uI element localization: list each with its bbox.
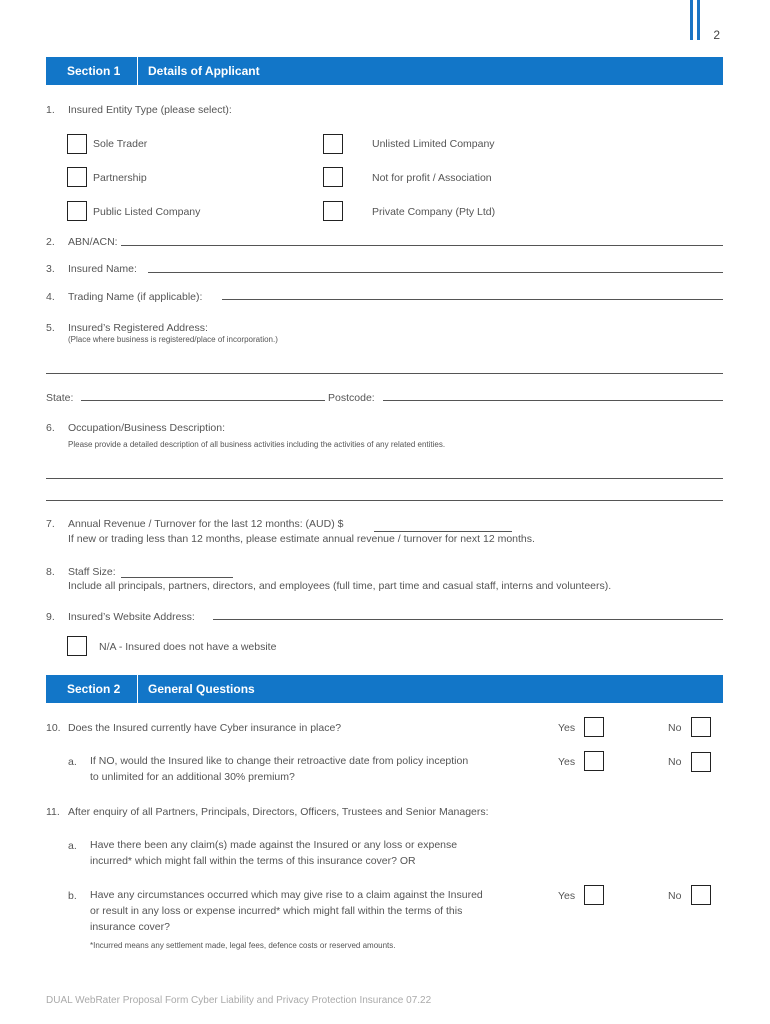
q11a-letter: a.	[68, 840, 77, 852]
q11b-yes-checkbox[interactable]	[584, 885, 604, 905]
q10a-line-1: If NO, would the Insured like to change their retroactive date from policy inception	[90, 755, 469, 767]
q3-label: Insured Name:	[68, 263, 137, 275]
checkbox-private-company[interactable]	[323, 201, 343, 221]
annual-revenue-field[interactable]	[374, 531, 512, 532]
q8-label: Staff Size:	[68, 566, 116, 578]
q10-yes-checkbox[interactable]	[584, 717, 604, 737]
page-footer: DUAL WebRater Proposal Form Cyber Liability and Privacy Protection Insurance 07.22	[46, 995, 432, 1006]
q8-note: Include all principals, partners, directors, and employees (full time, part time and casual staff, interns and volunteers).	[68, 580, 612, 592]
option-private-company-label: Private Company (Pty Ltd)	[372, 206, 496, 218]
q11b-line-1: Have any circumstances occurred which may give rise to a claim against the Insured	[90, 889, 483, 901]
q10a-letter: a.	[68, 756, 77, 768]
q10a-yes-checkbox[interactable]	[584, 751, 604, 771]
section-1-title: Details of Applicant	[148, 64, 260, 78]
q5-number: 5.	[46, 322, 55, 334]
q8-number: 8.	[46, 566, 55, 578]
q10-yes-label: Yes	[558, 722, 576, 734]
q4-label: Trading Name (if applicable):	[68, 291, 203, 303]
q9-number: 9.	[46, 611, 55, 623]
business-description-line-2[interactable]	[46, 500, 723, 501]
state-label: State:	[46, 392, 74, 404]
q10a-text	[90, 753, 468, 785]
q4-number: 4.	[46, 291, 55, 303]
section-separator	[137, 57, 138, 85]
q11-number: 11.	[46, 806, 60, 818]
q1-number: 1.	[46, 104, 55, 116]
checkbox-no-website[interactable]	[67, 636, 87, 656]
checkbox-partnership[interactable]	[67, 167, 87, 187]
q11-label: After enquiry of all Partners, Principals, Directors, Officers, Trustees and Senior Managers:	[68, 806, 489, 818]
q3-number: 3.	[46, 263, 55, 275]
q10-no-checkbox[interactable]	[691, 717, 711, 737]
q10a-yes-label: Yes	[558, 756, 576, 768]
q10a-no-checkbox[interactable]	[691, 752, 711, 772]
q7-number: 7.	[46, 518, 55, 530]
q11b-line-2: or result in any loss or expense incurred* which might fall within the terms of this	[90, 905, 463, 917]
page-number: 2	[713, 28, 720, 42]
q1-label: Insured Entity Type (please select):	[68, 104, 232, 116]
q11b-letter: b.	[68, 890, 77, 902]
header-bars-decoration	[690, 0, 702, 40]
q11a-text	[90, 837, 457, 869]
q11b-yes-label: Yes	[558, 890, 576, 902]
q2-label: ABN/ACN:	[68, 236, 118, 248]
q11b-no-label: No	[668, 890, 682, 902]
checkbox-sole-trader[interactable]	[67, 134, 87, 154]
q11b-no-checkbox[interactable]	[691, 885, 711, 905]
q11b-line-3: insurance cover?	[90, 921, 170, 933]
business-description-line-1[interactable]	[46, 478, 723, 479]
q10-number: 10.	[46, 722, 61, 734]
q11a-line-2: incurred* which might fall within the terms of this insurance cover? OR	[90, 855, 416, 867]
registered-address-field[interactable]	[46, 373, 723, 374]
q6-number: 6.	[46, 422, 55, 434]
q6-label: Occupation/Business Description:	[68, 422, 225, 434]
q10-no-label: No	[668, 722, 682, 734]
section-2-header	[46, 675, 723, 703]
option-public-listed-company-label: Public Listed Company	[93, 206, 201, 218]
checkbox-unlisted-limited-company[interactable]	[323, 134, 343, 154]
section-1-number: Section 1	[67, 64, 121, 78]
option-sole-trader-label: Sole Trader	[93, 138, 148, 150]
section-separator	[137, 675, 138, 703]
q5-note: (Place where business is registered/place of incorporation.)	[68, 335, 278, 344]
incurred-footnote: *Incurred means any settlement made, legal fees, defence costs or reserved amounts.	[90, 941, 396, 950]
postcode-label: Postcode:	[328, 392, 375, 404]
staff-size-field[interactable]	[121, 577, 233, 578]
section-2-title: General Questions	[148, 682, 255, 696]
q7-label: Annual Revenue / Turnover for the last 12 months: (AUD) $	[68, 518, 344, 530]
q5-label: Insured’s Registered Address:	[68, 322, 208, 334]
q10-label: Does the Insured currently have Cyber insurance in place?	[68, 722, 342, 734]
checkbox-public-listed-company[interactable]	[67, 201, 87, 221]
q10a-no-label: No	[668, 756, 682, 768]
section-1-header	[46, 57, 723, 85]
q11a-line-1: Have there been any claim(s) made against the Insured or any loss or expense	[90, 839, 458, 851]
option-partnership-label: Partnership	[93, 172, 147, 184]
section-2-number: Section 2	[67, 682, 121, 696]
q10a-line-2: to unlimited for an additional 30% premium?	[90, 771, 295, 783]
q2-number: 2.	[46, 236, 55, 248]
website-address-field[interactable]	[213, 619, 723, 620]
option-not-for-profit-label: Not for profit / Association	[372, 172, 492, 184]
checkbox-not-for-profit[interactable]	[323, 167, 343, 187]
abn-acn-field[interactable]	[121, 245, 723, 246]
q6-note: Please provide a detailed description of all business activities including the activities of any related entities.	[68, 440, 446, 449]
no-website-label: N/A - Insured does not have a website	[99, 641, 277, 653]
insured-name-field[interactable]	[148, 272, 723, 273]
postcode-field[interactable]	[383, 400, 723, 401]
q11b-text	[90, 887, 483, 935]
q7-note: If new or trading less than 12 months, please estimate annual revenue / turnover for next 12 months.	[68, 533, 535, 545]
option-unlisted-limited-company-label: Unlisted Limited Company	[372, 138, 495, 150]
q9-label: Insured’s Website Address:	[68, 611, 195, 623]
trading-name-field[interactable]	[222, 299, 723, 300]
state-field[interactable]	[81, 400, 325, 401]
